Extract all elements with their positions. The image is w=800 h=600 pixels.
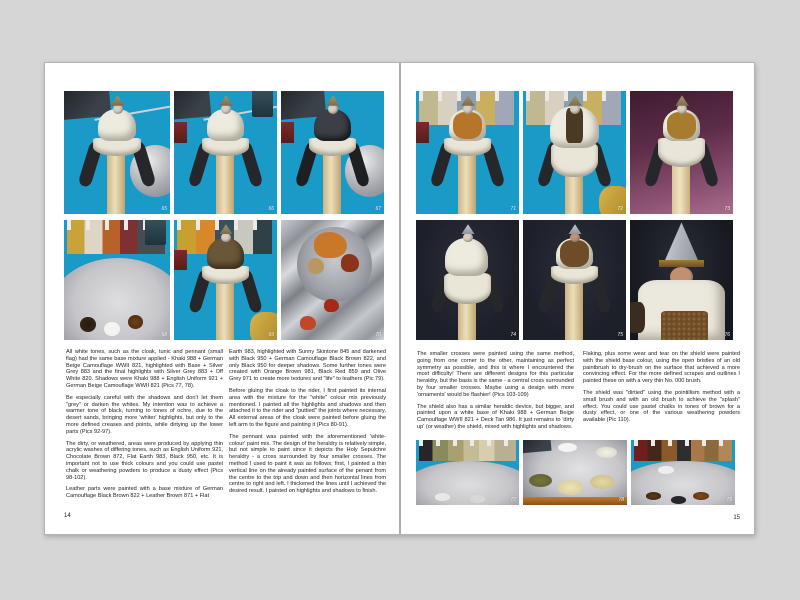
right-photo-row-1 — [416, 91, 733, 214]
photo-shape-base — [174, 122, 187, 143]
photo-number-label: 77 — [510, 497, 516, 503]
body-paragraph: Earth 983, highlighted with Sunny Skintone 845 and darkened with Black 950 + German Camouflage Black Brown 822, and only Black 950 for deeper shadows. Some further tones were created with Orange Brown 981, Black Red 859 and Olive Grey 971 to create more textures and "life" to leathers (Pic 79). — [229, 349, 386, 383]
photo-shape-skirt — [444, 273, 491, 304]
photo-shape-helm — [326, 95, 339, 105]
photo-shape-chain — [453, 112, 482, 139]
left-photo-row-2 — [64, 220, 384, 340]
photo-number-label: 67 — [375, 206, 381, 212]
photo-number-label: 66 — [268, 206, 274, 212]
body-paragraph: The smaller crosses were painted using the same method, going from one corner to the other, maintaining as perfect symmetry as possible, and this is where I encountered the most difficulty! There are different designs for this particular heraldry, but the basis is the same - a central cross surrounded by four smaller crosses. Maybe using a design with more 'ornaments' would be flashier! (Pics 103-109) — [417, 351, 574, 398]
photo-68 — [64, 220, 170, 340]
photo-shape-stick — [216, 148, 234, 214]
photo-75 — [523, 220, 626, 340]
photo-number-label: 79 — [726, 497, 732, 503]
body-paragraph: Flaking, plus some wear and tear on the shield were painted with the shield base colour, using the open bristles of an old paintbrush to dry-brush on the surface that achieved a more convincing effect. For the more defined scrapes and outlines I painted these on with a very thin No. 000 brush. — [583, 351, 740, 385]
photo-shape-chain — [661, 311, 708, 340]
photo-shape-stick — [107, 148, 125, 214]
photo-shape-w4 — [658, 466, 674, 474]
photo-shape-b1 — [314, 232, 347, 258]
photo-shape-b3 — [308, 258, 324, 274]
page-right — [400, 63, 754, 534]
photo-shape-bottles — [419, 440, 516, 461]
photo-shape-base — [416, 122, 429, 143]
body-paragraph: Leather parts were painted with a base mixture of German Camouflage Black Brown 822 + Leather Brown 871 + Flat — [66, 486, 223, 500]
photo-number-label: 68 — [161, 332, 167, 338]
photo-shape-base — [174, 250, 187, 270]
body-paragraph: The shield also has a similar heraldic device, but bigger, and painted upon a white base of Khaki 988 + German Beige Camouflage WWII 821 + Deck Tan 986. It just remains to 'dirty up' (or weather) the shield, mixed with highlights and shadows. — [417, 403, 574, 430]
photo-shape-w1 — [80, 317, 96, 331]
right-text-column-1 — [417, 351, 574, 436]
page-left — [45, 63, 400, 534]
body-paragraph: The shield was "dirtied" using the pointillism method with a small brush and with an old brush to achieve the "splash" effect. You could use pastel chalks in tones of brown for a dusty effect, or one of the various weathering powders available (Pic 110). — [583, 389, 740, 424]
photo-shape-skirt — [658, 138, 705, 168]
photo-shape-band — [659, 260, 704, 267]
photo-70 — [281, 220, 384, 340]
body-paragraph: The dirty, or weathered, areas were produced by applying thin acrylic washes of differing tones, such as English Uniform 921, Chocolate Brown 872, Flat Earth 983, Black 950, etc. It is important not to use thick colours and you could use pastel chalk or weathering powders to produce a dusty effect (Pics 98-102). — [66, 440, 223, 481]
photo-shape-w1 — [646, 492, 662, 500]
photo-shape-torso — [98, 109, 136, 141]
page-number-right: 15 — [733, 515, 740, 521]
magazine-spread — [44, 62, 755, 535]
photo-shape-torso — [445, 238, 488, 276]
photo-shape-base — [281, 122, 294, 143]
photo-number-label: 74 — [510, 332, 516, 338]
photo-72 — [523, 91, 626, 214]
photo-shape-wood — [523, 497, 627, 505]
photo-shape-torso — [207, 109, 244, 141]
photo-number-label: 70 — [375, 332, 381, 338]
body-paragraph: Be especially careful with the shadows and don't let them "grey" or darken the whites. My intention was to achieve a warmer tone of black, turning to tones of ochre, due to the desert sands, bringing more 'whiter' highlights, but only to the more defined creases and points, while dirtying up the lower parts (Pics 92-97). — [66, 394, 223, 435]
right-photo-row-bottom — [416, 440, 735, 505]
photo-number-label: 69 — [268, 332, 274, 338]
photo-number-label: 76 — [724, 332, 730, 338]
photo-shape-box — [174, 91, 211, 120]
photo-79 — [631, 440, 735, 505]
photo-shape-chain — [667, 112, 696, 139]
photo-shape-b4 — [324, 299, 338, 312]
photo-shape-palette — [416, 461, 519, 505]
photo-number-label: 78 — [618, 497, 624, 503]
photo-shape-jar — [145, 220, 166, 245]
photo-shape-w1 — [435, 493, 450, 501]
photo-65 — [64, 91, 170, 214]
page-number-left: 14 — [64, 513, 71, 519]
photo-shape-skirt — [551, 143, 598, 177]
body-paragraph: All white tones, such as the cloak, tunic and pennant (small flag) had the same base mixture applied - Khaki 988 + German Beige Camouflage WWII 821, highlighted with Base + Silver Grey 883 and the final highlights with Silver Grey 883 + Off White 820. Shadows were Khaki 988 + English Uniform 921 + German Beige Camouflage WWII 821 (Pics 77, 78). — [66, 349, 223, 389]
body-paragraph: The pennant was painted with the aforementioned 'white-colour' paint mix. The design of the heraldry is relatively simple, but not simple to paint since it depicts the Holy Sepulchre heraldry - a cross surrounded by four smaller crosses. The method I used to paint it was as follows; first, I painted a thin vertical line on the already painted surface of the penant from the centre to the top and down and then horizontal lines from centre to right and left. I thickened the lines until I achieved the desired result. I painted on highlights and shadows to finish. — [229, 433, 386, 495]
photo-shape-helm — [219, 95, 232, 105]
photo-76 — [630, 220, 733, 340]
photo-number-label: 75 — [617, 332, 623, 338]
photo-73 — [630, 91, 733, 214]
photo-shape-bottles — [634, 440, 732, 461]
photo-shape-jar — [252, 91, 273, 117]
photo-shape-helm — [675, 95, 688, 105]
photo-shape-w5 — [558, 443, 577, 452]
left-text-column-1 — [66, 349, 223, 505]
photo-shape-w2 — [470, 495, 485, 503]
photo-shape-b5 — [300, 316, 316, 330]
photo-shape-w3 — [590, 475, 615, 489]
photo-69 — [174, 220, 277, 340]
photo-shape-w1 — [529, 474, 552, 487]
photo-shape-stick — [458, 148, 476, 214]
photo-number-label: 71 — [510, 206, 516, 212]
photo-number-label: 72 — [617, 206, 623, 212]
photo-71 — [416, 91, 519, 214]
right-text-column-2 — [583, 351, 740, 429]
photo-78 — [523, 440, 627, 505]
photo-shape-box — [523, 440, 552, 454]
photo-77 — [416, 440, 519, 505]
left-photo-row-1 — [64, 91, 384, 214]
photo-number-label: 73 — [724, 206, 730, 212]
photo-shape-armL — [630, 302, 645, 333]
photo-shape-helm — [568, 224, 581, 234]
photo-shape-helm — [661, 222, 702, 262]
photo-shape-b2 — [341, 254, 360, 272]
photo-shape-helm — [461, 224, 474, 234]
photo-66 — [174, 91, 277, 214]
right-photo-row-2 — [416, 220, 733, 340]
photo-shape-stick — [216, 275, 234, 340]
photo-shape-helm — [111, 95, 125, 105]
photo-shape-torso — [207, 238, 244, 269]
photo-shape-w3 — [693, 492, 709, 500]
left-text-column-2 — [229, 349, 386, 500]
photo-shape-stick — [323, 148, 341, 214]
body-paragraph: Before gluing the cloak to the rider, I first painted its internal area with the mixture for the "white" colour mix previously mentioned. I painted all the highlights and shadows and then attached it to the rider and "puttied" the joints where necessary. All external areas of the cloak were painted before gluing the left arm to the figure and painting it (Pics 80-91). — [229, 387, 386, 428]
photo-shape-chain — [560, 240, 589, 266]
photo-74 — [416, 220, 519, 340]
photo-67 — [281, 91, 384, 214]
photo-shape-w4 — [596, 447, 617, 459]
photo-shape-w2 — [671, 496, 687, 504]
photo-shape-stick — [565, 275, 583, 340]
photo-number-label: 65 — [161, 206, 167, 212]
photo-shape-w2 — [558, 480, 583, 494]
photo-shape-torso — [314, 109, 351, 141]
